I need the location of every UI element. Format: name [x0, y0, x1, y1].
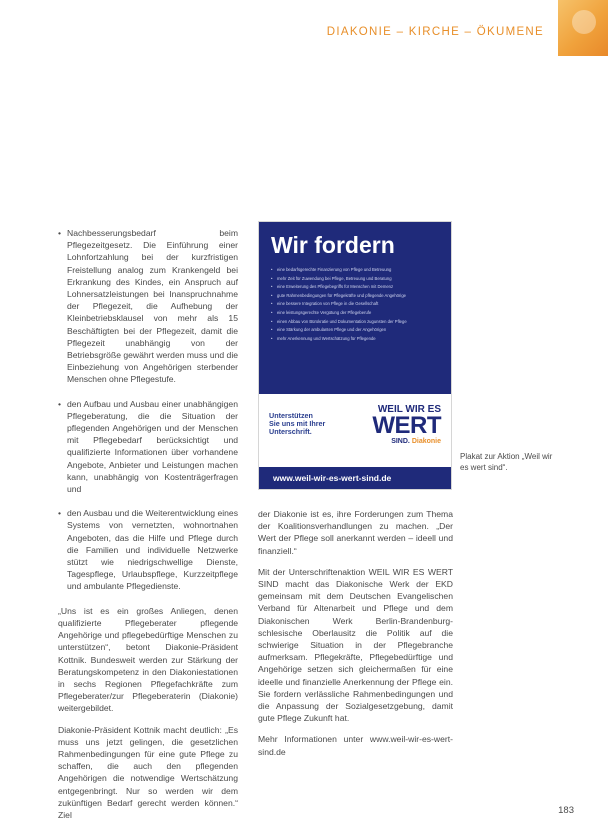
paragraph: Mit der Unterschriftenaktion WEIL WIR ES WERT SIND macht das Diakonische Werk der EKD gemeinsam mit dem Deutschen Evangelischen Verband für Altenarbeit und Pflege und dem Diakonischen Werk Berlin-Brandenburg-schlesische Oberlausitz die Politik auf die schwierige Situation in der Pflegebranche aufmerksam. Pflegekräfte, Pflegebedürftige und Angehörige setzen sich gleichermaßen für eine ideelle und finanzielle Anerkennung der Pflege ein. Sie fordern verlässliche Rahmenbedingungen und die Anpassung der Sozialgesetzgebung, damit gute Pflege Zukunft hat.: [258, 566, 453, 724]
cta-line: Unterschrift.: [269, 427, 312, 437]
campaign-poster: [258, 221, 452, 490]
demand-item: • mehr Zeit für Zuwendung bei Pflege, Betreuung und Beratung: [271, 276, 439, 282]
poster-headline: Wir fordern: [271, 232, 395, 258]
paragraph: Diakonie-Präsident Kottnik macht deutlich: „Es muss uns jetzt gelingen, die gesetzlichen Rahmenbedingungen für eine gute Pflege zu schaffen, die auch den pflegenden Angehörigen die notwendige Wertschätzung entgegenbringt. Nur so werden wir dem zukünftigen Bedarf gerecht werden können.“ Ziel: [58, 724, 238, 820]
cta-line: Sie uns mit Ihrer: [269, 419, 326, 429]
demand-item: • eine bedarfsgerechte Finanzierung von Pflege und Betreuung: [271, 267, 439, 273]
demand-item: • eine bessere Integration von Pflege in die Gesellschaft: [271, 301, 439, 307]
poster-call-to-action: [269, 412, 349, 437]
logo-line: WEIL WIR ES: [377, 404, 441, 415]
demand-item: • eine Erweiterung des Pflegebegriffs für Menschen mit Demenz: [271, 284, 439, 290]
corner-decoration: [558, 0, 608, 56]
cta-line: Unterstützen: [269, 411, 313, 420]
poster-demands-panel: [259, 222, 451, 394]
logo-line: [349, 437, 441, 446]
paragraph: Mehr Informationen unter www.weil-wir-es-wert-sind.de: [258, 734, 453, 757]
bullet-item: • den Ausbau und die Weiterentwicklung eines Systems von vernetzten, wohnortnahen Angeboten, das die Hilfe und Pflege durch die Familien und individuelle Netzwerke stützt wie niedrigschwellige Dienste, Tagespflege, Urlaubspflege, Kurzzeitpflege und ambulante Pflegedienste.: [58, 507, 238, 592]
right-text-column: [258, 508, 453, 767]
demand-item: • gute Rahmenbedingungen für Pflegekräfte und pflegende Angehörige: [271, 293, 439, 299]
demand-item: • eine Stärkung der ambulanten Pflege und der Angehörigen: [271, 327, 439, 333]
poster-url: www.weil-wir-es-wert-sind.de: [259, 467, 451, 489]
left-text-column: [58, 227, 238, 830]
diakonie-logo-icon: [572, 10, 596, 34]
page-number: 183: [558, 805, 574, 816]
section-title: DIAKONIE – KIRCHE – ÖKUMENE: [326, 26, 544, 38]
paragraph: der Diakonie ist es, ihre Forderungen zum Thema der Koalitionsverhandlungen zu machen. „Der Wert der Pflege soll anerkannt werden – ideell und finanziell.“: [258, 509, 453, 556]
logo-line: WERT: [372, 412, 441, 439]
demand-item: • einen Abbau von Bürokratie und Dokumentation zugunsten der Pflege: [271, 319, 439, 325]
bullet-item: • Nachbesserungsbedarf beim Pflegezeitgesetz. Die Einführung einer Lohnfortzahlung bei der kurzfristigen Freistellung analog zum Krankengeld bei Erkrankung des Kindes, ein Anspruch auf Lohnersatzleistungen bei Inanspruchnahme der Pflegezeit, die Aufhebung der Kleinbetriebsklausel von mehr als 15 Beschäftigten bei der Pflegezeit, damit die Pflegezeit unabhängig von der Betriebsgröße gewährt werden muss und die Einbeziehung von Angehörigen sterbender Menschen ohne Pflegestufe.: [58, 227, 238, 386]
demand-item: • mehr Anerkennung und Wertschätzung für Pflegende: [271, 336, 439, 342]
logo-brand: Diakonie: [411, 438, 441, 445]
logo-sind: SIND.: [391, 438, 410, 445]
paragraph: „Uns ist es ein großes Anliegen, denen qualifizierte Pflegeberater pflegende Angehörige und pflegebedürftige Menschen zu unterstützen“, betont Diakonie-Präsident Kottnik. Bundesweit werden zur Stärkung der Beratungskompetenz in den Diakoniestationen in sechs Regionen Pflegefachkräfte zum Pflegeberater/zur Pflegeberaterin (Diakonie) weitergebildet.: [58, 605, 238, 714]
poster-caption: Plakat zur Aktion „Weil wir es wert sind“.: [460, 452, 553, 472]
bullet-item: • den Aufbau und Ausbau einer unabhängigen Pflegeberatung, die die Situation der pflegenden Angehörigen und der Menschen mit Pflegebedarf berücksichtigt und qualifizierte Informationen über vorhandene Angebote, Anbieter und Leistungen machen kann, unabhängig von Kostenträgerfragen und: [58, 398, 238, 496]
demand-item: • eine leistungsgerechte Vergütung der Pflegeberufe: [271, 310, 439, 316]
campaign-logo: [349, 405, 441, 446]
